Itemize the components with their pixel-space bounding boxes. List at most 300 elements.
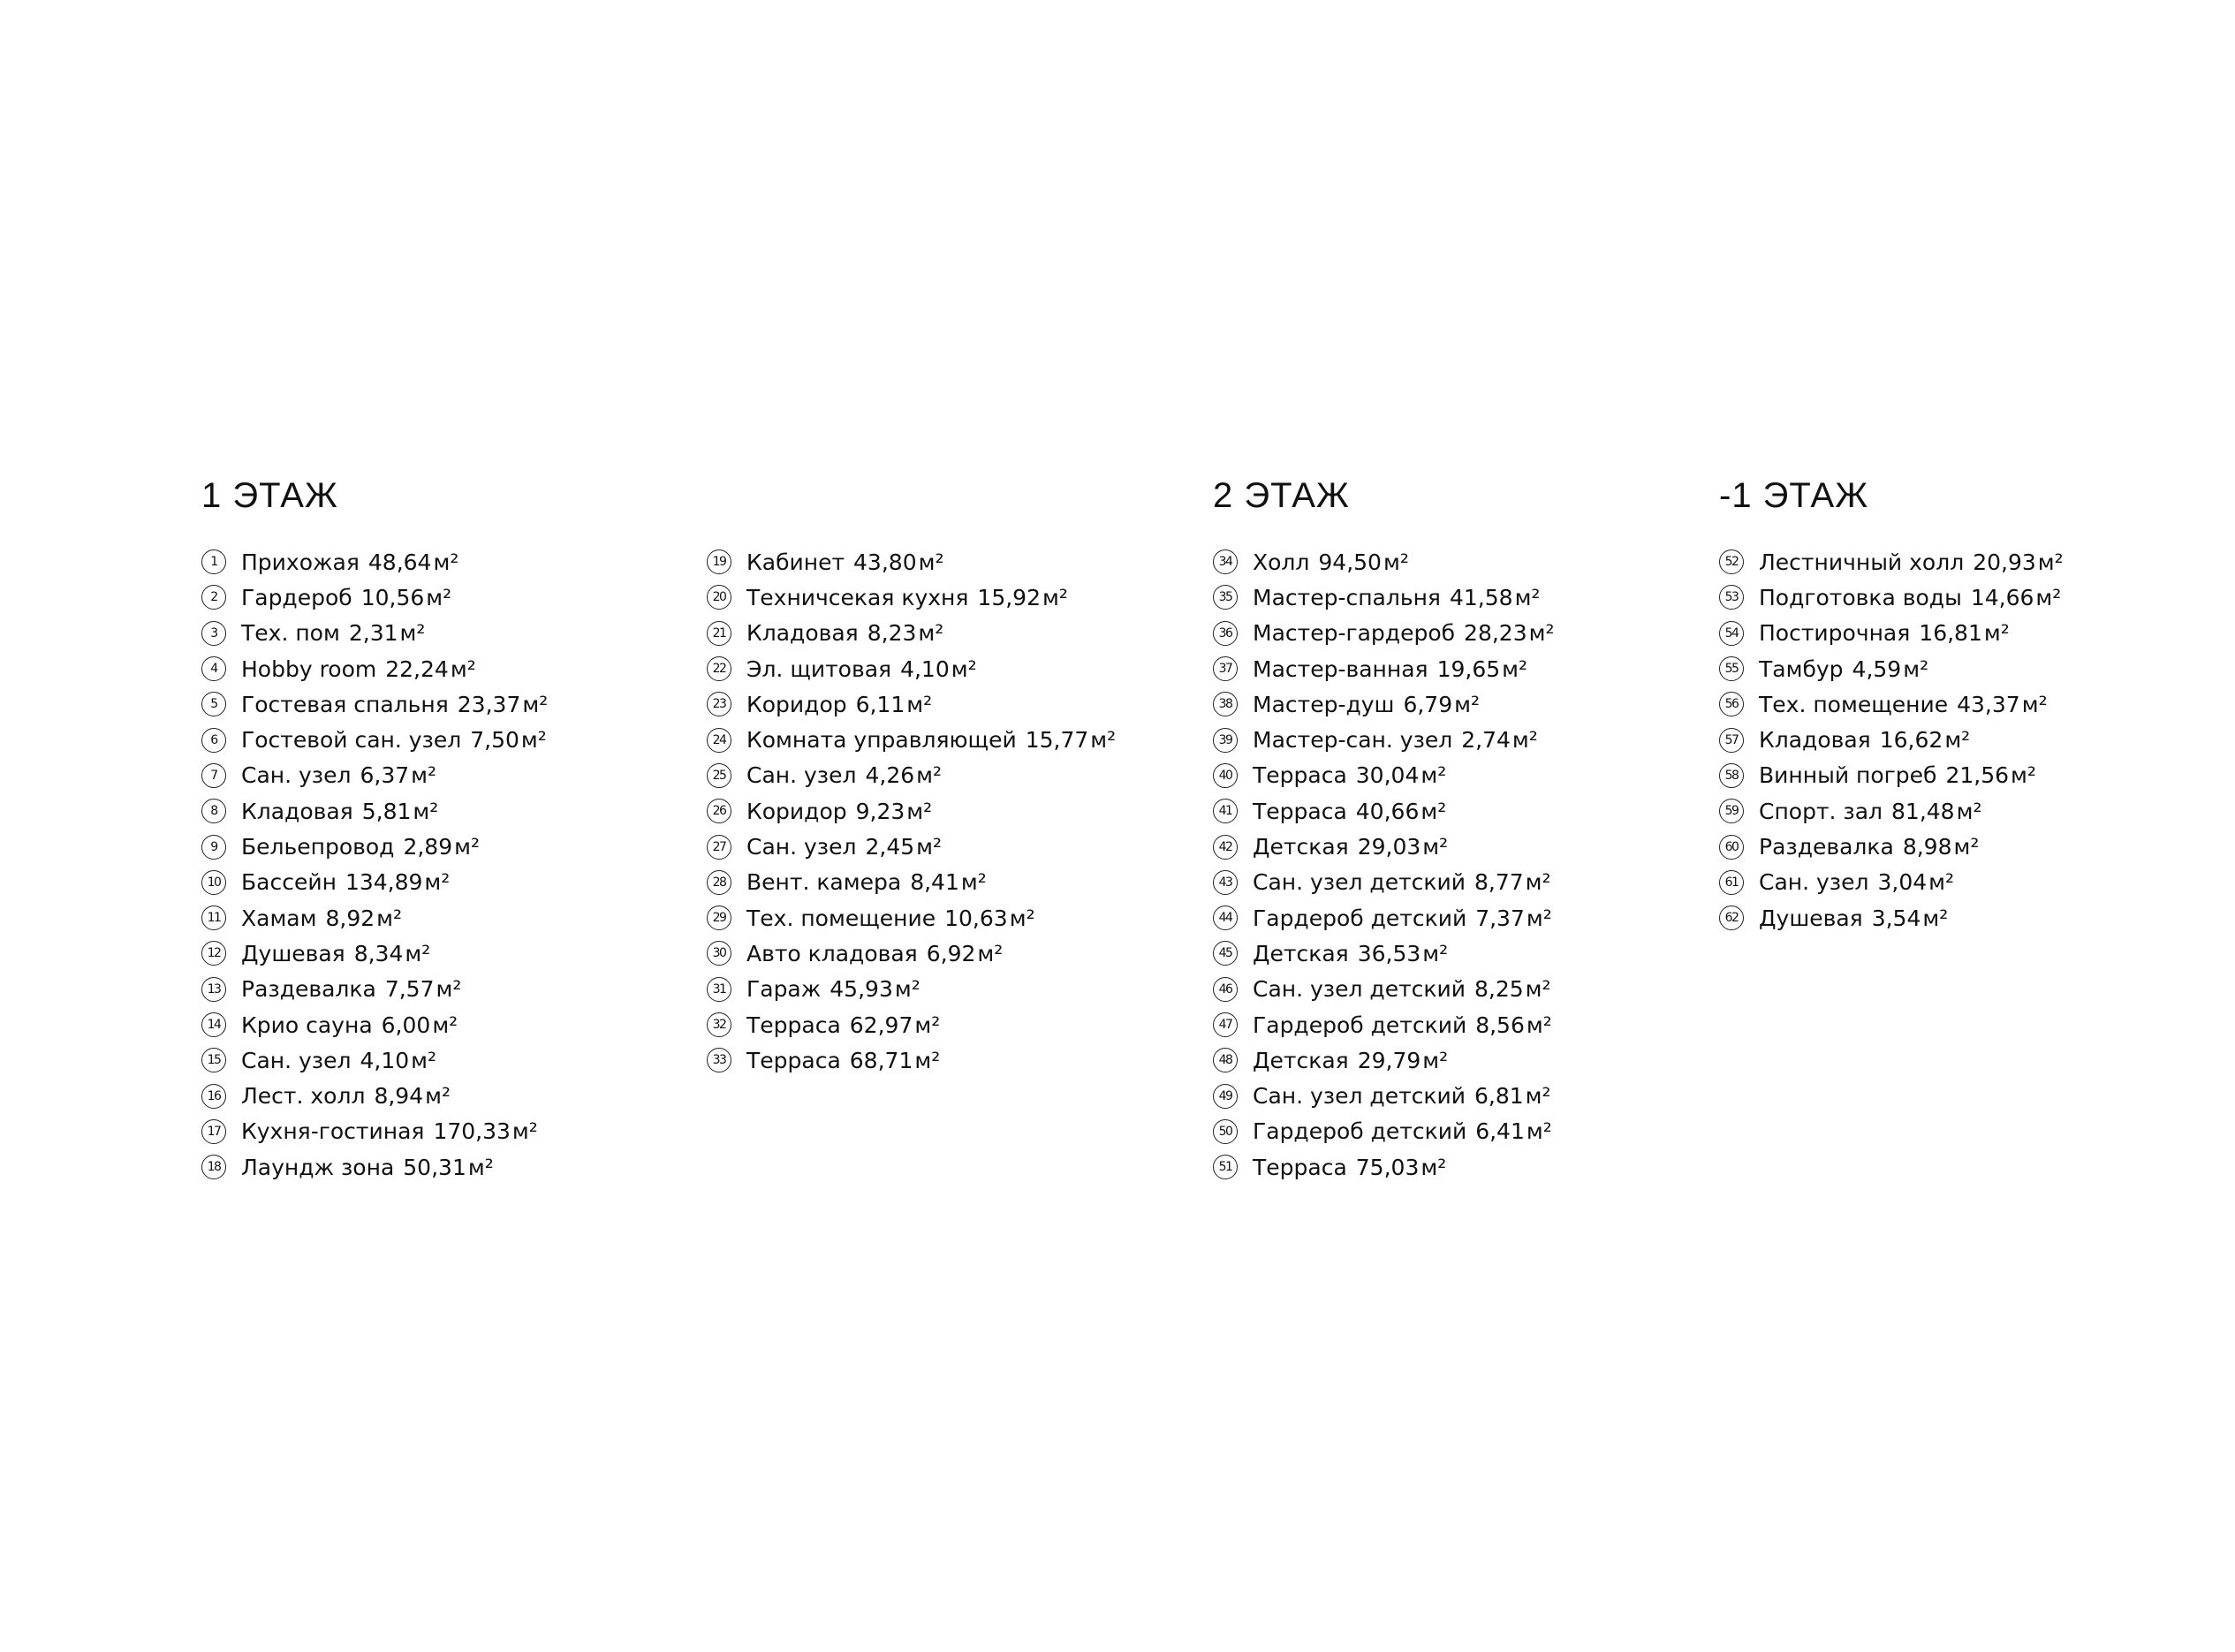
room-item [1213, 793, 1555, 829]
room-name: Коридор [746, 691, 847, 717]
room-number-badge: 62 [1719, 906, 1744, 930]
room-number-badge: 7 [201, 763, 226, 788]
room-item [201, 722, 548, 757]
room-number-badge: 5 [201, 692, 226, 716]
area-unit: м² [511, 1118, 538, 1145]
room-list-floor-2 [1213, 544, 1555, 1185]
area-unit: м² [1944, 727, 1971, 754]
room-number-badge: 52 [1719, 549, 1744, 574]
room-name: Терраса [1253, 1154, 1347, 1180]
room-number-badge: 40 [1213, 763, 1238, 788]
room-name: Коридор [746, 798, 847, 824]
room-area: 3,04 [1877, 869, 1928, 896]
room-area: 20,93 [1973, 549, 2036, 575]
room-item [1213, 900, 1555, 936]
room-item [1213, 1149, 1555, 1185]
area-unit: м² [520, 727, 547, 754]
room-area: 2,31 [348, 620, 398, 647]
room-item [707, 651, 1116, 686]
room-number-badge: 38 [1213, 692, 1238, 716]
room-name: Терраса [1253, 762, 1347, 789]
room-name: Гостевая спальня [241, 691, 449, 717]
area-unit: м² [914, 1012, 941, 1038]
room-name: Авто кладовая [746, 940, 918, 966]
area-unit: м² [1511, 727, 1538, 754]
area-unit: м² [1421, 1154, 1447, 1180]
room-item [1213, 616, 1555, 651]
area-unit: м² [405, 940, 431, 966]
room-number-badge: 24 [707, 728, 731, 753]
area-unit: м² [424, 869, 451, 896]
room-name: Гардероб детский [1253, 1012, 1467, 1038]
room-area: 19,65 [1436, 655, 1501, 682]
area-unit: м² [2035, 584, 2062, 610]
area-unit: м² [1090, 727, 1117, 754]
area-unit: м² [399, 620, 426, 647]
room-number-badge: 2 [201, 585, 226, 610]
room-item [201, 1149, 548, 1185]
room-area: 2,89 [403, 834, 453, 860]
room-item [1213, 1007, 1555, 1042]
room-area: 4,26 [865, 762, 915, 789]
area-unit: м² [1983, 620, 2010, 647]
room-area: 16,62 [1879, 727, 1943, 754]
room-name: Душевая [241, 940, 345, 966]
room-name: Мастер-сан. узел [1253, 727, 1453, 754]
room-number-badge: 41 [1213, 799, 1238, 823]
room-number-badge: 6 [201, 728, 226, 753]
room-item [707, 972, 1116, 1007]
room-area: 43,37 [1957, 691, 2020, 717]
room-number-badge: 33 [707, 1048, 731, 1072]
room-number-badge: 30 [707, 941, 731, 966]
area-unit: м² [894, 976, 921, 1003]
room-item [201, 972, 548, 1007]
room-area: 170,33 [433, 1118, 511, 1145]
room-area: 68,71 [849, 1047, 913, 1073]
room-list-floor-1-continued [707, 544, 1116, 1078]
room-item [201, 544, 548, 580]
room-number-badge: 35 [1213, 585, 1238, 610]
room-item [1213, 686, 1555, 722]
room-name: Мастер-душ [1253, 691, 1395, 717]
room-item [1719, 651, 2064, 686]
room-name: Сан. узел [241, 1047, 352, 1073]
room-name: Кабинет [746, 549, 845, 575]
room-area: 2,45 [865, 834, 915, 860]
room-area: 30,04 [1355, 762, 1420, 789]
room-item [707, 1007, 1116, 1042]
room-area: 62,97 [849, 1012, 913, 1038]
room-name: Гараж [746, 976, 822, 1003]
room-area: 4,10 [900, 655, 950, 682]
room-area: 15,92 [977, 584, 1041, 610]
room-name: Тамбур [1759, 655, 1844, 682]
room-item [201, 865, 548, 900]
room-area: 22,24 [385, 655, 449, 682]
room-number-badge: 51 [1213, 1155, 1238, 1179]
area-unit: м² [1009, 905, 1035, 931]
room-name: Крио сауна [241, 1012, 373, 1038]
area-unit: м² [1454, 691, 1480, 717]
room-number-badge: 23 [707, 692, 731, 716]
room-name: Сан. узел [241, 762, 352, 789]
area-unit: м² [1956, 798, 1982, 824]
room-item [201, 1007, 548, 1042]
room-name: Терраса [1253, 798, 1347, 824]
room-number-badge: 42 [1213, 835, 1238, 860]
area-unit: м² [1953, 834, 1980, 860]
room-area: 8,92 [325, 905, 375, 931]
area-unit: м² [1928, 869, 1955, 896]
room-number-badge: 31 [707, 977, 731, 1002]
room-area: 8,98 [1902, 834, 1952, 860]
room-name: Лест. холл [241, 1083, 366, 1110]
room-item [1213, 936, 1555, 971]
room-area: 14,66 [1970, 584, 2034, 610]
room-number-badge: 36 [1213, 621, 1238, 646]
room-number-badge: 39 [1213, 728, 1238, 753]
room-name: Кладовая [1759, 727, 1871, 754]
area-unit: м² [951, 655, 977, 682]
room-item [707, 936, 1116, 971]
room-name: Раздевалка [241, 976, 376, 1003]
room-item [1213, 829, 1555, 864]
room-name: Сан. узел детский [1253, 976, 1466, 1003]
area-unit: м² [1421, 762, 1447, 789]
room-item [707, 900, 1116, 936]
room-area: 45,93 [830, 976, 893, 1003]
room-number-badge: 53 [1719, 585, 1744, 610]
area-unit: м² [916, 762, 943, 789]
room-name: Гардероб [241, 584, 352, 610]
room-number-badge: 34 [1213, 549, 1238, 574]
room-item [1719, 616, 2064, 651]
room-number-badge: 54 [1719, 621, 1744, 646]
area-unit: м² [1042, 584, 1068, 610]
room-item [707, 580, 1116, 615]
area-unit: м² [425, 1083, 451, 1110]
room-number-badge: 44 [1213, 906, 1238, 930]
room-item [201, 651, 548, 686]
room-item [201, 1114, 548, 1149]
room-item [1213, 1114, 1555, 1149]
room-item [1719, 793, 2064, 829]
room-area: 15,77 [1025, 727, 1089, 754]
room-name: Раздевалка [1759, 834, 1894, 860]
room-item [201, 1042, 548, 1078]
room-area: 36,53 [1357, 940, 1421, 966]
area-unit: м² [411, 762, 437, 789]
room-area: 2,74 [1461, 727, 1511, 754]
room-name: Подготовка воды [1759, 584, 1962, 610]
room-number-badge: 28 [707, 870, 731, 895]
room-name: Прихожая [241, 549, 360, 575]
area-unit: м² [1526, 1118, 1552, 1145]
room-item [707, 793, 1116, 829]
room-area: 9,23 [855, 798, 905, 824]
room-name: Лестничный холл [1759, 549, 1965, 575]
room-number-badge: 27 [707, 835, 731, 860]
room-item [1719, 722, 2064, 757]
room-item [201, 1078, 548, 1113]
room-area: 8,25 [1474, 976, 1524, 1003]
room-item [1213, 580, 1555, 615]
area-unit: м² [1525, 1083, 1551, 1110]
room-name: Хамам [241, 905, 317, 931]
room-name: Мастер-гардероб [1253, 620, 1456, 647]
room-area: 94,50 [1318, 549, 1382, 575]
area-unit: м² [433, 549, 459, 575]
area-unit: м² [918, 620, 944, 647]
room-item [1213, 1042, 1555, 1078]
area-unit: м² [1514, 584, 1541, 610]
room-item [201, 616, 548, 651]
room-number-badge: 55 [1719, 656, 1744, 681]
room-number-badge: 29 [707, 906, 731, 930]
area-unit: м² [1422, 1047, 1449, 1073]
room-area: 29,79 [1357, 1047, 1421, 1073]
room-number-badge: 47 [1213, 1012, 1238, 1037]
room-area: 10,63 [944, 905, 1008, 931]
room-number-badge: 43 [1213, 870, 1238, 895]
room-item [201, 686, 548, 722]
room-item [1213, 722, 1555, 757]
area-unit: м² [522, 691, 549, 717]
room-item [1213, 972, 1555, 1007]
room-area: 8,41 [910, 869, 959, 896]
area-unit: м² [411, 1047, 437, 1073]
room-list-floor-1 [201, 544, 548, 1185]
area-unit: м² [977, 940, 1004, 966]
area-unit: м² [916, 834, 943, 860]
room-name: Эл. щитовая [746, 655, 892, 682]
room-item [1213, 544, 1555, 580]
room-name: Кладовая [241, 798, 353, 824]
room-number-badge: 61 [1719, 870, 1744, 895]
area-unit: м² [436, 976, 462, 1003]
room-name: Тех. помещение [1759, 691, 1949, 717]
room-area: 8,77 [1474, 869, 1524, 896]
room-name: Детская [1253, 940, 1349, 966]
room-name: Винный погреб [1759, 762, 1937, 789]
room-item [707, 829, 1116, 864]
room-area: 16,81 [1919, 620, 1982, 647]
room-area: 134,89 [345, 869, 423, 896]
room-number-badge: 8 [201, 799, 226, 823]
room-number-badge: 10 [201, 870, 226, 895]
room-number-badge: 15 [201, 1048, 226, 1072]
room-name: Кладовая [746, 620, 859, 647]
room-item [1719, 865, 2064, 900]
room-item [201, 829, 548, 864]
room-item [201, 900, 548, 936]
room-item [1719, 686, 2064, 722]
room-item [707, 722, 1116, 757]
room-number-badge: 4 [201, 656, 226, 681]
room-name: Сан. узел [1759, 869, 1869, 896]
room-name: Комната управляющей [746, 727, 1017, 754]
room-area: 4,59 [1852, 655, 1902, 682]
room-number-badge: 49 [1213, 1084, 1238, 1109]
room-name: Мастер-спальня [1253, 584, 1441, 610]
room-area: 3,54 [1871, 905, 1921, 931]
room-item [1719, 900, 2064, 936]
room-item [1213, 758, 1555, 793]
room-area: 8,34 [353, 940, 404, 966]
room-name: Кухня-гостиная [241, 1118, 425, 1145]
room-area: 28,23 [1464, 620, 1527, 647]
room-name: Вент. камера [746, 869, 902, 896]
room-number-badge: 12 [201, 941, 226, 966]
room-area: 6,81 [1474, 1083, 1524, 1110]
room-item [1719, 580, 2064, 615]
area-unit: м² [1526, 905, 1552, 931]
room-area: 7,37 [1475, 905, 1525, 931]
area-unit: м² [906, 691, 933, 717]
room-item [707, 616, 1116, 651]
area-unit: м² [450, 655, 476, 682]
area-unit: м² [1903, 655, 1929, 682]
room-area: 43,80 [853, 549, 917, 575]
area-unit: м² [432, 1012, 458, 1038]
room-area: 7,57 [384, 976, 435, 1003]
room-item [201, 936, 548, 971]
room-area: 41,58 [1449, 584, 1513, 610]
room-area: 6,92 [926, 940, 976, 966]
room-area: 8,94 [374, 1083, 424, 1110]
room-number-badge: 9 [201, 835, 226, 860]
floor-1-heading: 1 ЭТАЖ [201, 476, 338, 515]
area-unit: м² [2037, 549, 2064, 575]
room-area: 7,50 [470, 727, 519, 754]
room-item [1719, 829, 2064, 864]
room-number-badge: 11 [201, 906, 226, 930]
room-area: 6,41 [1475, 1118, 1525, 1145]
room-number-badge: 45 [1213, 941, 1238, 966]
room-number-badge: 21 [707, 621, 731, 646]
room-name: Детская [1253, 1047, 1349, 1073]
room-name: Бельепровод [241, 834, 395, 860]
room-number-badge: 18 [201, 1155, 226, 1179]
room-number-badge: 25 [707, 763, 731, 788]
area-unit: м² [960, 869, 987, 896]
room-number-badge: 17 [201, 1119, 226, 1144]
area-unit: м² [467, 1154, 494, 1180]
room-name: Сан. узел детский [1253, 869, 1466, 896]
area-unit: м² [2021, 691, 2048, 717]
room-area: 5,81 [361, 798, 412, 824]
room-name: Сан. узел детский [1253, 1083, 1466, 1110]
room-number-badge: 16 [201, 1084, 226, 1109]
area-unit: м² [1421, 798, 1447, 824]
room-item [1213, 865, 1555, 900]
room-name: Душевая [1759, 905, 1863, 931]
room-number-badge: 26 [707, 799, 731, 823]
area-unit: м² [1922, 905, 1949, 931]
area-unit: м² [1528, 620, 1555, 647]
area-unit: м² [2011, 762, 2036, 789]
room-name: Тех. помещение [746, 905, 936, 931]
room-item [1719, 544, 2064, 580]
room-number-badge: 32 [707, 1012, 731, 1037]
room-name: Терраса [746, 1012, 841, 1038]
area-unit: м² [454, 834, 481, 860]
room-item [707, 1042, 1116, 1078]
room-number-badge: 59 [1719, 799, 1744, 823]
room-area: 8,23 [867, 620, 917, 647]
room-area: 21,56 [1945, 762, 2010, 789]
room-number-badge: 1 [201, 549, 226, 574]
room-number-badge: 58 [1719, 763, 1744, 788]
room-area: 6,37 [360, 762, 410, 789]
area-unit: м² [1525, 976, 1551, 1003]
room-name: Спорт. зал [1759, 798, 1883, 824]
room-number-badge: 57 [1719, 728, 1744, 753]
room-area: 75,03 [1355, 1154, 1420, 1180]
room-area: 50,31 [403, 1154, 466, 1180]
room-area: 6,79 [1403, 691, 1453, 717]
room-item [201, 580, 548, 615]
room-name: Постирочная [1759, 620, 1911, 647]
area-unit: м² [426, 584, 452, 610]
area-unit: м² [918, 549, 944, 575]
floor-minus1-heading: -1 ЭТАЖ [1719, 476, 1869, 515]
room-area: 81,48 [1891, 798, 1955, 824]
room-item [1213, 651, 1555, 686]
area-unit: м² [1526, 1012, 1552, 1038]
room-name: Терраса [746, 1047, 841, 1073]
area-unit: м² [376, 905, 403, 931]
room-number-badge: 19 [707, 549, 731, 574]
room-number-badge: 50 [1213, 1119, 1238, 1144]
room-list-floor-minus1 [1719, 544, 2064, 936]
room-name: Холл [1253, 549, 1310, 575]
room-number-badge: 13 [201, 977, 226, 1002]
room-item [707, 758, 1116, 793]
area-unit: м² [1502, 655, 1528, 682]
room-number-badge: 14 [201, 1012, 226, 1037]
area-unit: м² [1383, 549, 1409, 575]
room-number-badge: 20 [707, 585, 731, 610]
room-name: Сан. узел [746, 762, 857, 789]
room-number-badge: 46 [1213, 977, 1238, 1002]
room-item [1213, 1078, 1555, 1113]
area-unit: м² [413, 798, 439, 824]
floor-2-heading: 2 ЭТАЖ [1213, 476, 1350, 515]
room-area: 29,03 [1357, 834, 1421, 860]
area-unit: м² [1422, 834, 1449, 860]
room-name: Техничсекая кухня [746, 584, 969, 610]
room-area: 23,37 [457, 691, 521, 717]
area-unit: м² [1422, 940, 1449, 966]
room-item [201, 758, 548, 793]
room-name: Гардероб детский [1253, 1118, 1467, 1145]
room-name: Мастер-ванная [1253, 655, 1428, 682]
room-name: Тех. пом [241, 620, 340, 647]
room-item [201, 793, 548, 829]
room-name: Сан. узел [746, 834, 857, 860]
area-unit: м² [914, 1047, 941, 1073]
room-area: 4,10 [360, 1047, 410, 1073]
room-name: Гардероб детский [1253, 905, 1467, 931]
room-item [707, 686, 1116, 722]
room-name: Гостевой сан. узел [241, 727, 462, 754]
area-unit: м² [1525, 869, 1551, 896]
room-area: 40,66 [1355, 798, 1420, 824]
room-area: 10,56 [360, 584, 425, 610]
room-number-badge: 60 [1719, 835, 1744, 860]
